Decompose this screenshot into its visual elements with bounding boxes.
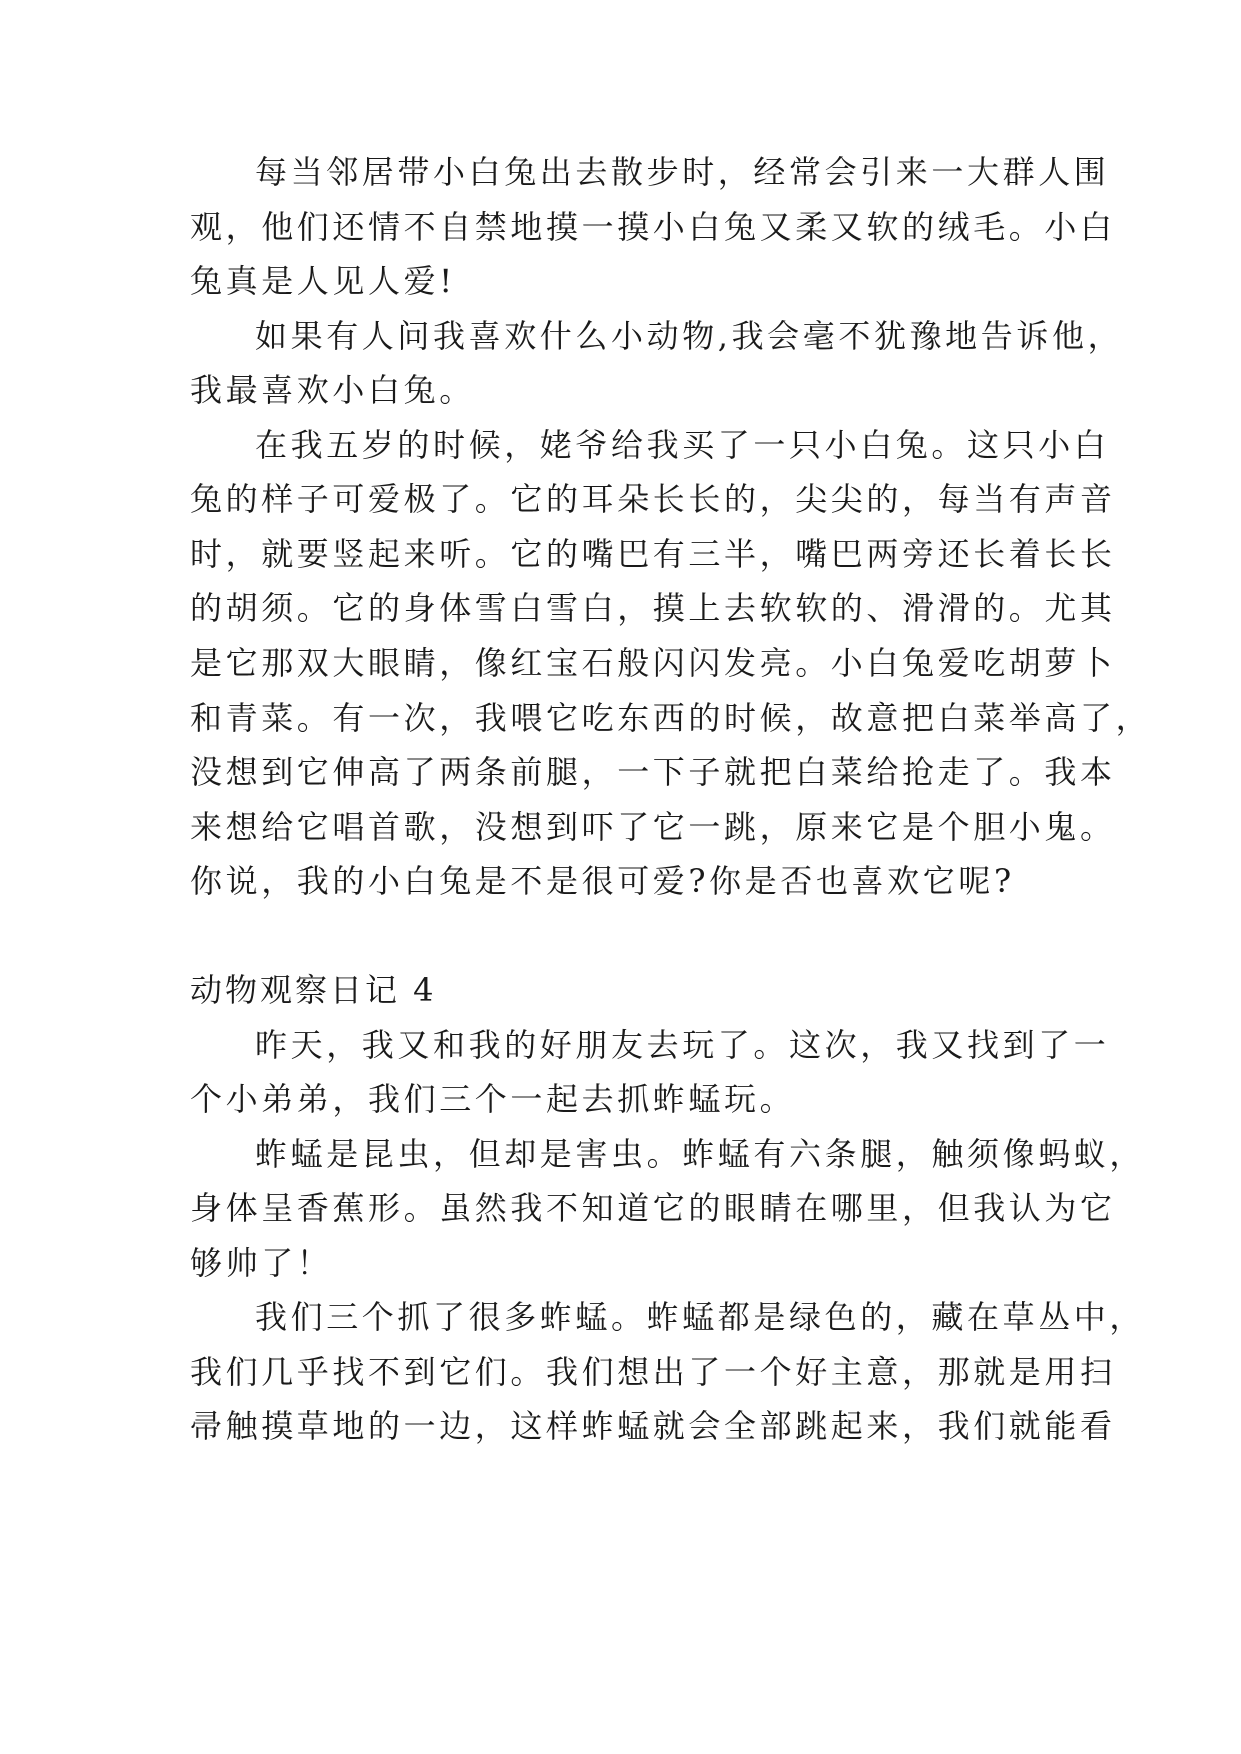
paragraph-line: 我们三个抓了很多蚱蜢。蚱蜢都是绿色的，藏在草丛中， (255, 1298, 1146, 1336)
paragraph-line: 我们几乎找不到它们。我们想出了一个好主意，那就是用扫 (190, 1353, 1116, 1391)
paragraph-line: 观，他们还情不自禁地摸一摸小白兔又柔又软的绒毛。小白 (190, 208, 1116, 246)
paragraph-line: 的胡须。它的身体雪白雪白，摸上去软软的、滑滑的。尤其 (190, 589, 1116, 627)
paragraph-line: 你说，我的小白兔是不是很可爱?你是否也喜欢它呢? (190, 862, 1015, 900)
paragraph-line: 如果有人问我喜欢什么小动物,我会毫不犹豫地告诉他， (255, 317, 1124, 355)
paragraph-line: 兔的样子可爱极了。它的耳朵长长的，尖尖的，每当有声音 (190, 480, 1116, 518)
paragraph-line: 蚱蜢是昆虫，但却是害虫。蚱蜢有六条腿，触须像蚂蚁， (255, 1135, 1146, 1173)
paragraph-line: 来想给它唱首歌，没想到吓了它一跳，原来它是个胆小鬼。 (190, 808, 1116, 846)
paragraph-line: 和青菜。有一次，我喂它吃东西的时候，故意把白菜举高了， (190, 699, 1152, 737)
paragraph-line: 在我五岁的时候，姥爷给我买了一只小白兔。这只小白 (255, 426, 1110, 464)
paragraph-line: 我最喜欢小白兔。 (190, 371, 475, 409)
paragraph-line: 帚触摸草地的一边，这样蚱蜢就会全部跳起来，我们就能看 (190, 1407, 1116, 1445)
paragraph-line: 个小弟弟，我们三个一起去抓蚱蜢玩。 (190, 1080, 796, 1118)
paragraph-line: 昨天，我又和我的好朋友去玩了。这次，我又找到了一 (255, 1026, 1110, 1064)
paragraph-line: 时，就要竖起来听。它的嘴巴有三半，嘴巴两旁还长着长长 (190, 535, 1116, 573)
paragraph-line: 兔真是人见人爱! (190, 262, 456, 300)
paragraph-line: 够帅了！ (190, 1244, 333, 1282)
paragraph-line: 没想到它伸高了两条前腿，一下子就把白菜给抢走了。我本 (190, 753, 1116, 791)
section-heading: 动物观察日记 4 (190, 971, 437, 1009)
paragraph-line: 每当邻居带小白兔出去散步时，经常会引来一大群人围 (255, 153, 1110, 191)
paragraph-line: 是它那双大眼睛，像红宝石般闪闪发亮。小白兔爱吃胡萝卜 (190, 644, 1116, 682)
paragraph-line: 身体呈香蕉形。虽然我不知道它的眼睛在哪里，但我认为它 (190, 1189, 1116, 1227)
